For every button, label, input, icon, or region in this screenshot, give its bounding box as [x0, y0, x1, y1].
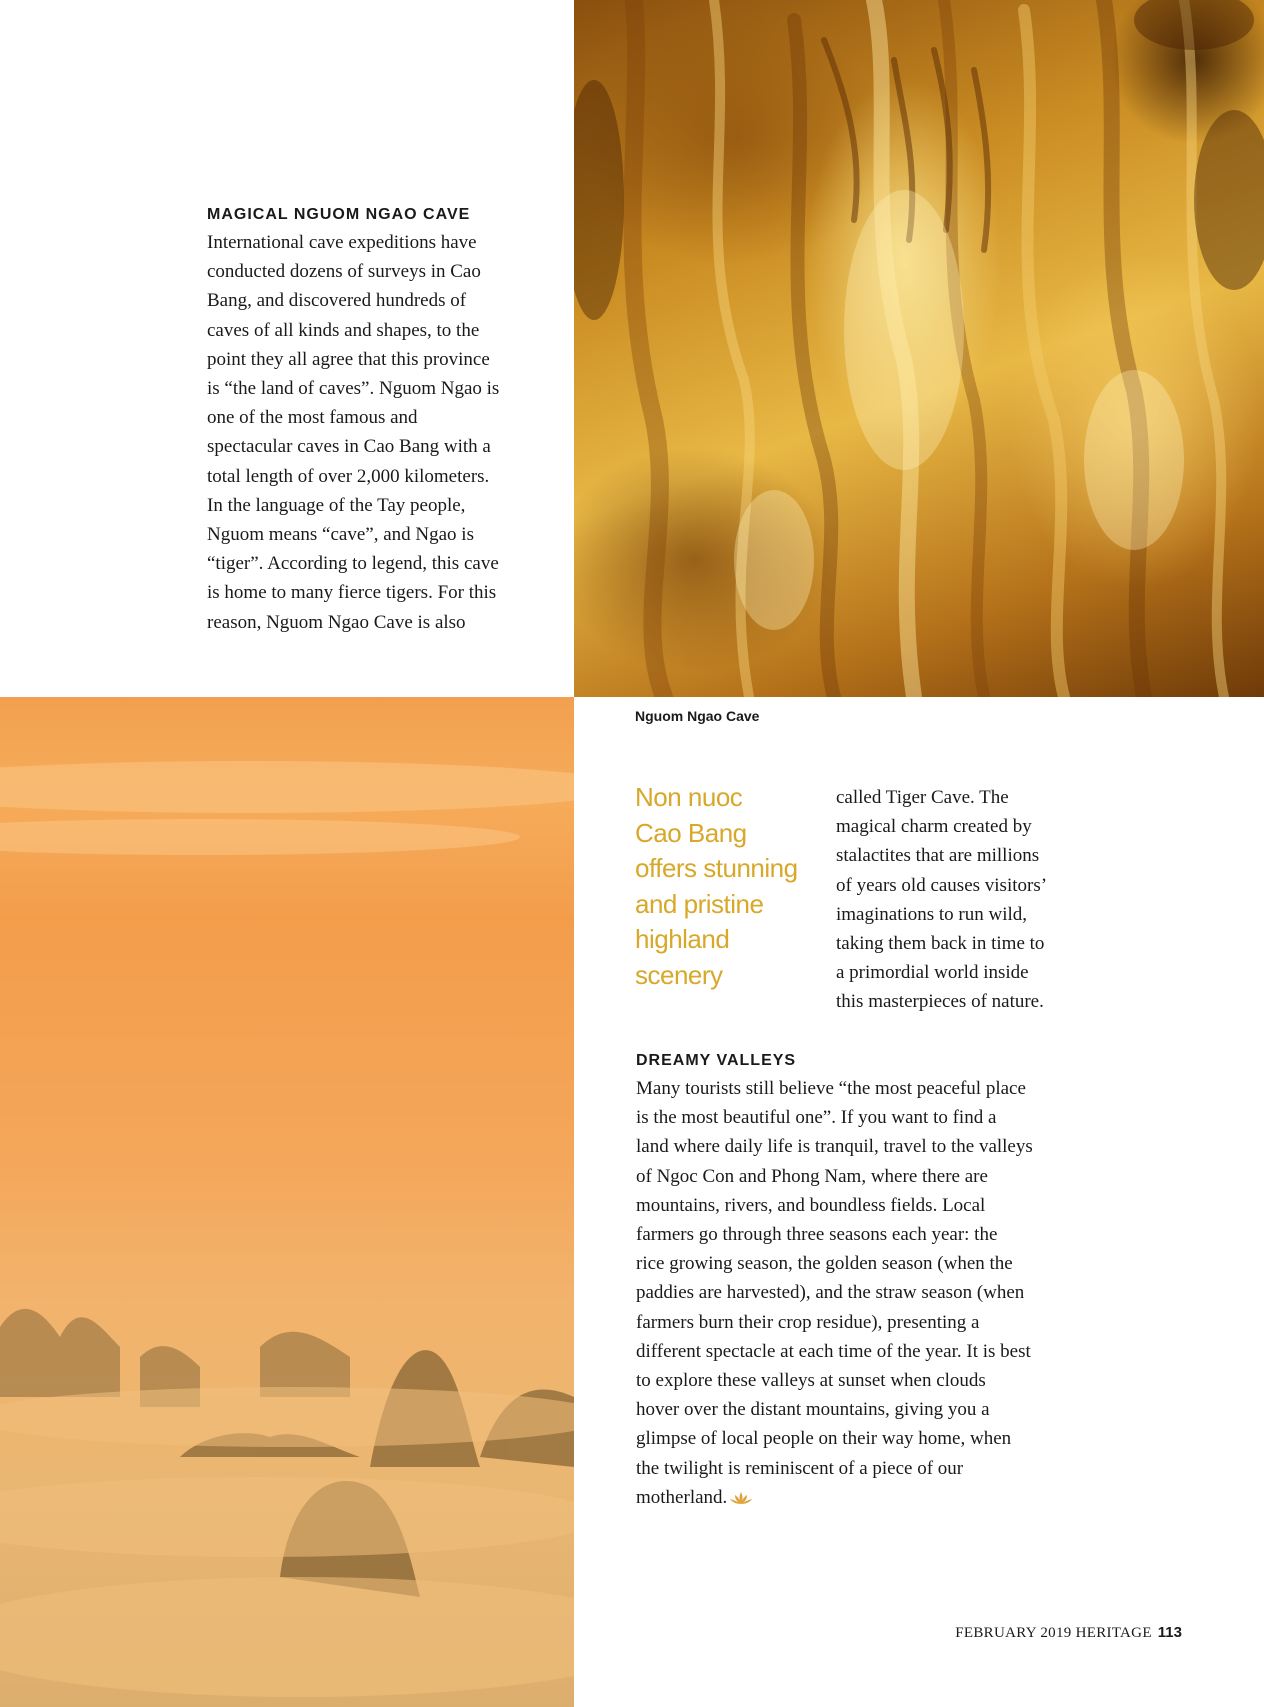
cave-stalactites-illustration: [574, 0, 1264, 697]
section-body-cave: [207, 228, 499, 637]
pull-quote-line: highland: [635, 924, 730, 954]
body-line: rice growing season, the golden season (when the: [636, 1253, 1013, 1275]
section-body-valleys: [636, 1074, 1033, 1512]
page-number: 113: [1157, 1624, 1182, 1641]
section-heading-cave: MAGICAL NGUOM NGAO CAVE: [207, 206, 471, 223]
section-body-cave-continued: [836, 783, 1047, 1017]
body-line: Bang, and discovered hundreds of: [207, 290, 467, 312]
body-line: paddies are harvested), and the straw season (when: [636, 1282, 1025, 1304]
body-line-last: [636, 1483, 1033, 1512]
body-line: taking them back in time to: [836, 933, 1045, 955]
body-line: imaginations to run wild,: [836, 903, 1028, 925]
body-line: stalactites that are millions: [836, 845, 1040, 867]
body-line: spectacular caves in Cao Bang with a: [207, 436, 491, 458]
body-line: the twilight is reminiscent of a piece of our: [636, 1457, 964, 1479]
body-line: of years old causes visitors’: [836, 874, 1048, 896]
body-line: farmers burn their crop residue), presenting a: [636, 1311, 980, 1333]
body-line: is home to many fierce tigers. For this: [207, 582, 497, 604]
page-footer: [955, 1624, 1182, 1642]
body-line: magical charm created by: [836, 816, 1032, 838]
pull-quote-line: Cao Bang: [635, 817, 747, 848]
body-line: reason, Nguom Ngao Cave is also: [207, 611, 466, 633]
body-line: Nguom means “cave”, and Ngao is: [207, 524, 474, 546]
body-line: mountains, rivers, and boundless fields. Local: [636, 1194, 986, 1216]
body-line: In the language of the Tay people,: [207, 494, 466, 516]
body-line: International cave expeditions have: [207, 232, 477, 253]
pull-quote-line: and pristine: [635, 888, 764, 919]
pull-quote-line: offers stunning: [635, 853, 798, 883]
body-line: different spectacle at each time of the year. It is best: [636, 1340, 1031, 1362]
pull-quote-line: scenery: [635, 959, 723, 990]
misty-valley-photo: [0, 697, 574, 1707]
body-line: a primordial world inside: [836, 962, 1029, 984]
body-line: to explore these valleys at sunset when clouds: [636, 1370, 986, 1392]
photo-caption: Nguom Ngao Cave: [635, 708, 760, 724]
body-line: conducted dozens of surveys in Cao: [207, 261, 481, 283]
body-line: caves of all kinds and shapes, to the: [207, 319, 480, 341]
lotus-icon: [729, 1491, 753, 1505]
body-line: hover over the distant mountains, giving you a: [636, 1399, 990, 1421]
body-line: of Ngoc Con and Phong Nam, where there are: [636, 1165, 988, 1187]
body-line: Many tourists still believe “the most peaceful place: [636, 1078, 1026, 1099]
magazine-issue: FEBRUARY 2019 HERITAGE: [955, 1625, 1152, 1641]
body-line: farmers go through three seasons each year: the: [636, 1224, 998, 1246]
body-line: this masterpieces of nature.: [836, 991, 1044, 1013]
pull-quote-line: Non nuoc: [635, 782, 743, 812]
body-line: “tiger”. According to legend, this cave: [207, 553, 499, 575]
body-line-text: motherland.: [636, 1486, 728, 1508]
body-line: point they all agree that this province: [207, 348, 490, 370]
misty-mountains-illustration: [0, 697, 574, 1707]
body-line: glimpse of local people on their way home, when: [636, 1428, 1012, 1450]
cave-photo: [574, 0, 1264, 697]
body-line: is “the land of caves”. Nguom Ngao is: [207, 378, 500, 400]
pull-quote: [635, 780, 805, 993]
section-heading-valleys: DREAMY VALLEYS: [636, 1052, 797, 1069]
body-line: called Tiger Cave. The: [836, 787, 1009, 808]
body-line: is the most beautiful one”. If you want to find a: [636, 1107, 997, 1129]
body-line: land where daily life is tranquil, travel to the valleys: [636, 1136, 1033, 1158]
body-line: total length of over 2,000 kilometers.: [207, 465, 490, 487]
body-line: one of the most famous and: [207, 407, 418, 429]
